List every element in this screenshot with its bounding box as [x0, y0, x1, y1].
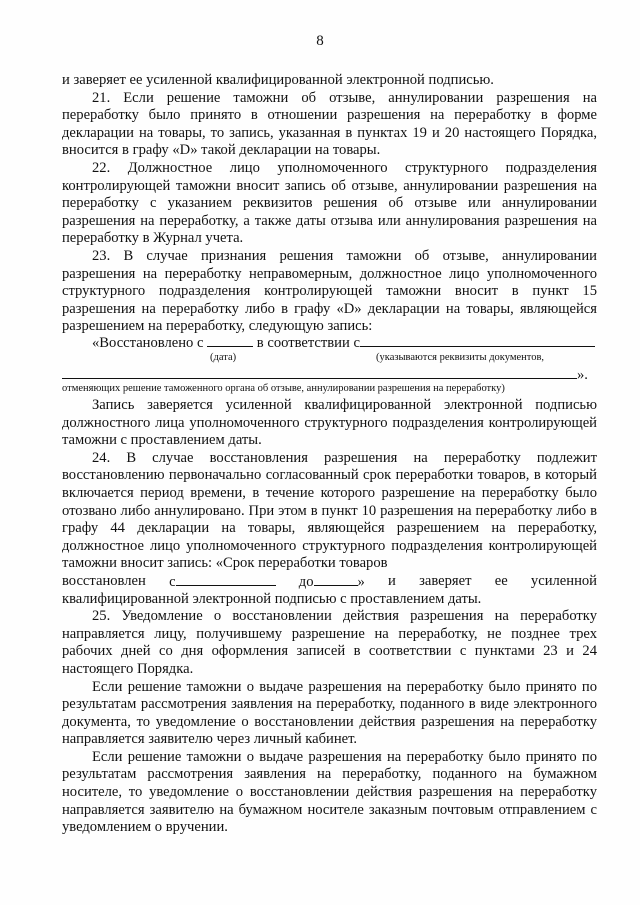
from-date-blank	[176, 573, 276, 586]
word-it: ее	[494, 572, 508, 589]
paragraph-25: 25. Уведомление о восстановлении действия разрешения на переработку направляется лицу, получившему разрешение на переработку, не позднее трех рабочих дней со дня оформления записей в соответствии с пунктами 23 и 24 настоящего Порядка.	[62, 608, 597, 677]
to-blank-group	[299, 573, 365, 591]
paragraph-continuation: и заверяет ее усиленной квалифицированной электронной подписью.	[62, 72, 494, 88]
restored-from-text: «Восстановлено с	[92, 335, 204, 351]
note-date: (дата)	[210, 351, 237, 363]
word-to: до	[298, 573, 314, 590]
note-requisites: (указываются реквизиты документов,	[376, 351, 545, 363]
word-certifies: заверяет	[419, 572, 472, 589]
record-form	[62, 334, 597, 397]
record-form-notes	[62, 352, 597, 366]
closing-guillemet: »	[357, 573, 365, 590]
paragraph-continuation-block	[62, 72, 597, 336]
requisites-blank	[360, 334, 595, 347]
note-cancelling: отменяющих решение таможенного органа об отзыве, аннулировании разрешения на переработку)	[62, 383, 505, 395]
paragraph-23: 23. В случае признания решения таможни об отзыве, аннулировании разрешения на переработку неправомерным, должностное лицо уполномоченного структурного подразделения контролирующей таможни вносит в пункт 15 разрешения на переработку либо в графу «D» декларации на товары, являющейся разрешением на переработку, следующую запись:	[62, 247, 597, 335]
record-form-line-2	[62, 366, 597, 384]
paragraph-paper: Если решение таможни о выдаче разрешения на переработку было принято по результатам рассмотрения заявления на переработку, поданного на бумажном носителе, то уведомление о восстановлении действия разрешения на переработку направляется заявителю на бумажном носителе заказным почтовым отправлением с уведомлением о вручении.	[62, 748, 597, 836]
paragraph-24-end: квалифицированной электронной подписью с проставлением даты.	[62, 590, 482, 607]
record-form-line-1	[62, 334, 597, 352]
record-form-note-2	[62, 383, 597, 397]
word-restored: восстановлен	[62, 572, 146, 589]
paragraph-24-blank-line	[62, 573, 597, 591]
to-date-blank	[314, 573, 358, 586]
main-text-block-2	[62, 397, 597, 837]
word-enhanced: усиленной	[530, 572, 597, 589]
from-blank-group	[169, 573, 275, 591]
paragraph-22: 22. Должностное лицо уполномоченного структурного подразделения контролирующей таможни вносит запись об отзыве, аннулировании разрешения на переработку с указанием реквизитов решения об отзыве или аннулировании разрешения на переработку, а также даты отзыва или аннулирования разрешения на переработку в Журнал учета.	[62, 159, 597, 247]
word-from: с	[169, 573, 176, 590]
word-and: и	[388, 572, 396, 589]
paragraph-21: 21. Если решение таможни об отзыве, аннулировании разрешения на переработку было принято в отношении разрешения на переработку в форме декларации на товары, то запись, указанная в пунктах 19 и 20 настоящего Порядка, вносится в графу «D» такой декларации на товары.	[62, 89, 597, 159]
date-blank	[207, 334, 253, 347]
closing-quote: ».	[577, 366, 588, 383]
paragraph-electronic: Если решение таможни о выдаче разрешения на переработку было принято по результатам рассмотрения заявления на переработку, поданного в виде электронного документа, то уведомление о восстановлении действия разрешения на переработку направляется заявителю через личный кабинет.	[62, 678, 597, 748]
page-number: 8	[316, 33, 324, 49]
requisites-blank-2	[62, 366, 577, 379]
paragraph-sign: Запись заверяется усиленной квалифицированной электронной подписью должностного лица уполномоченного структурного подразделения контролирующей таможни с проставлением даты.	[62, 397, 597, 449]
in-accordance-text: в соответствии с	[256, 335, 360, 351]
paragraph-24: 24. В случае восстановления разрешения на переработку подлежит восстановлению первоначально согласованный срок переработки товаров, в который включается период времени, в течение которого разрешение на переработку было отозвано либо аннулировано. При этом в пункт 10 разрешения на переработку либо в графу 44 декларации на товары, являющейся разрешением на переработку, должностное лицо уполномоченного структурного подразделения контролирующей таможни вносит запись: «Срок переработки товаров	[62, 449, 597, 572]
